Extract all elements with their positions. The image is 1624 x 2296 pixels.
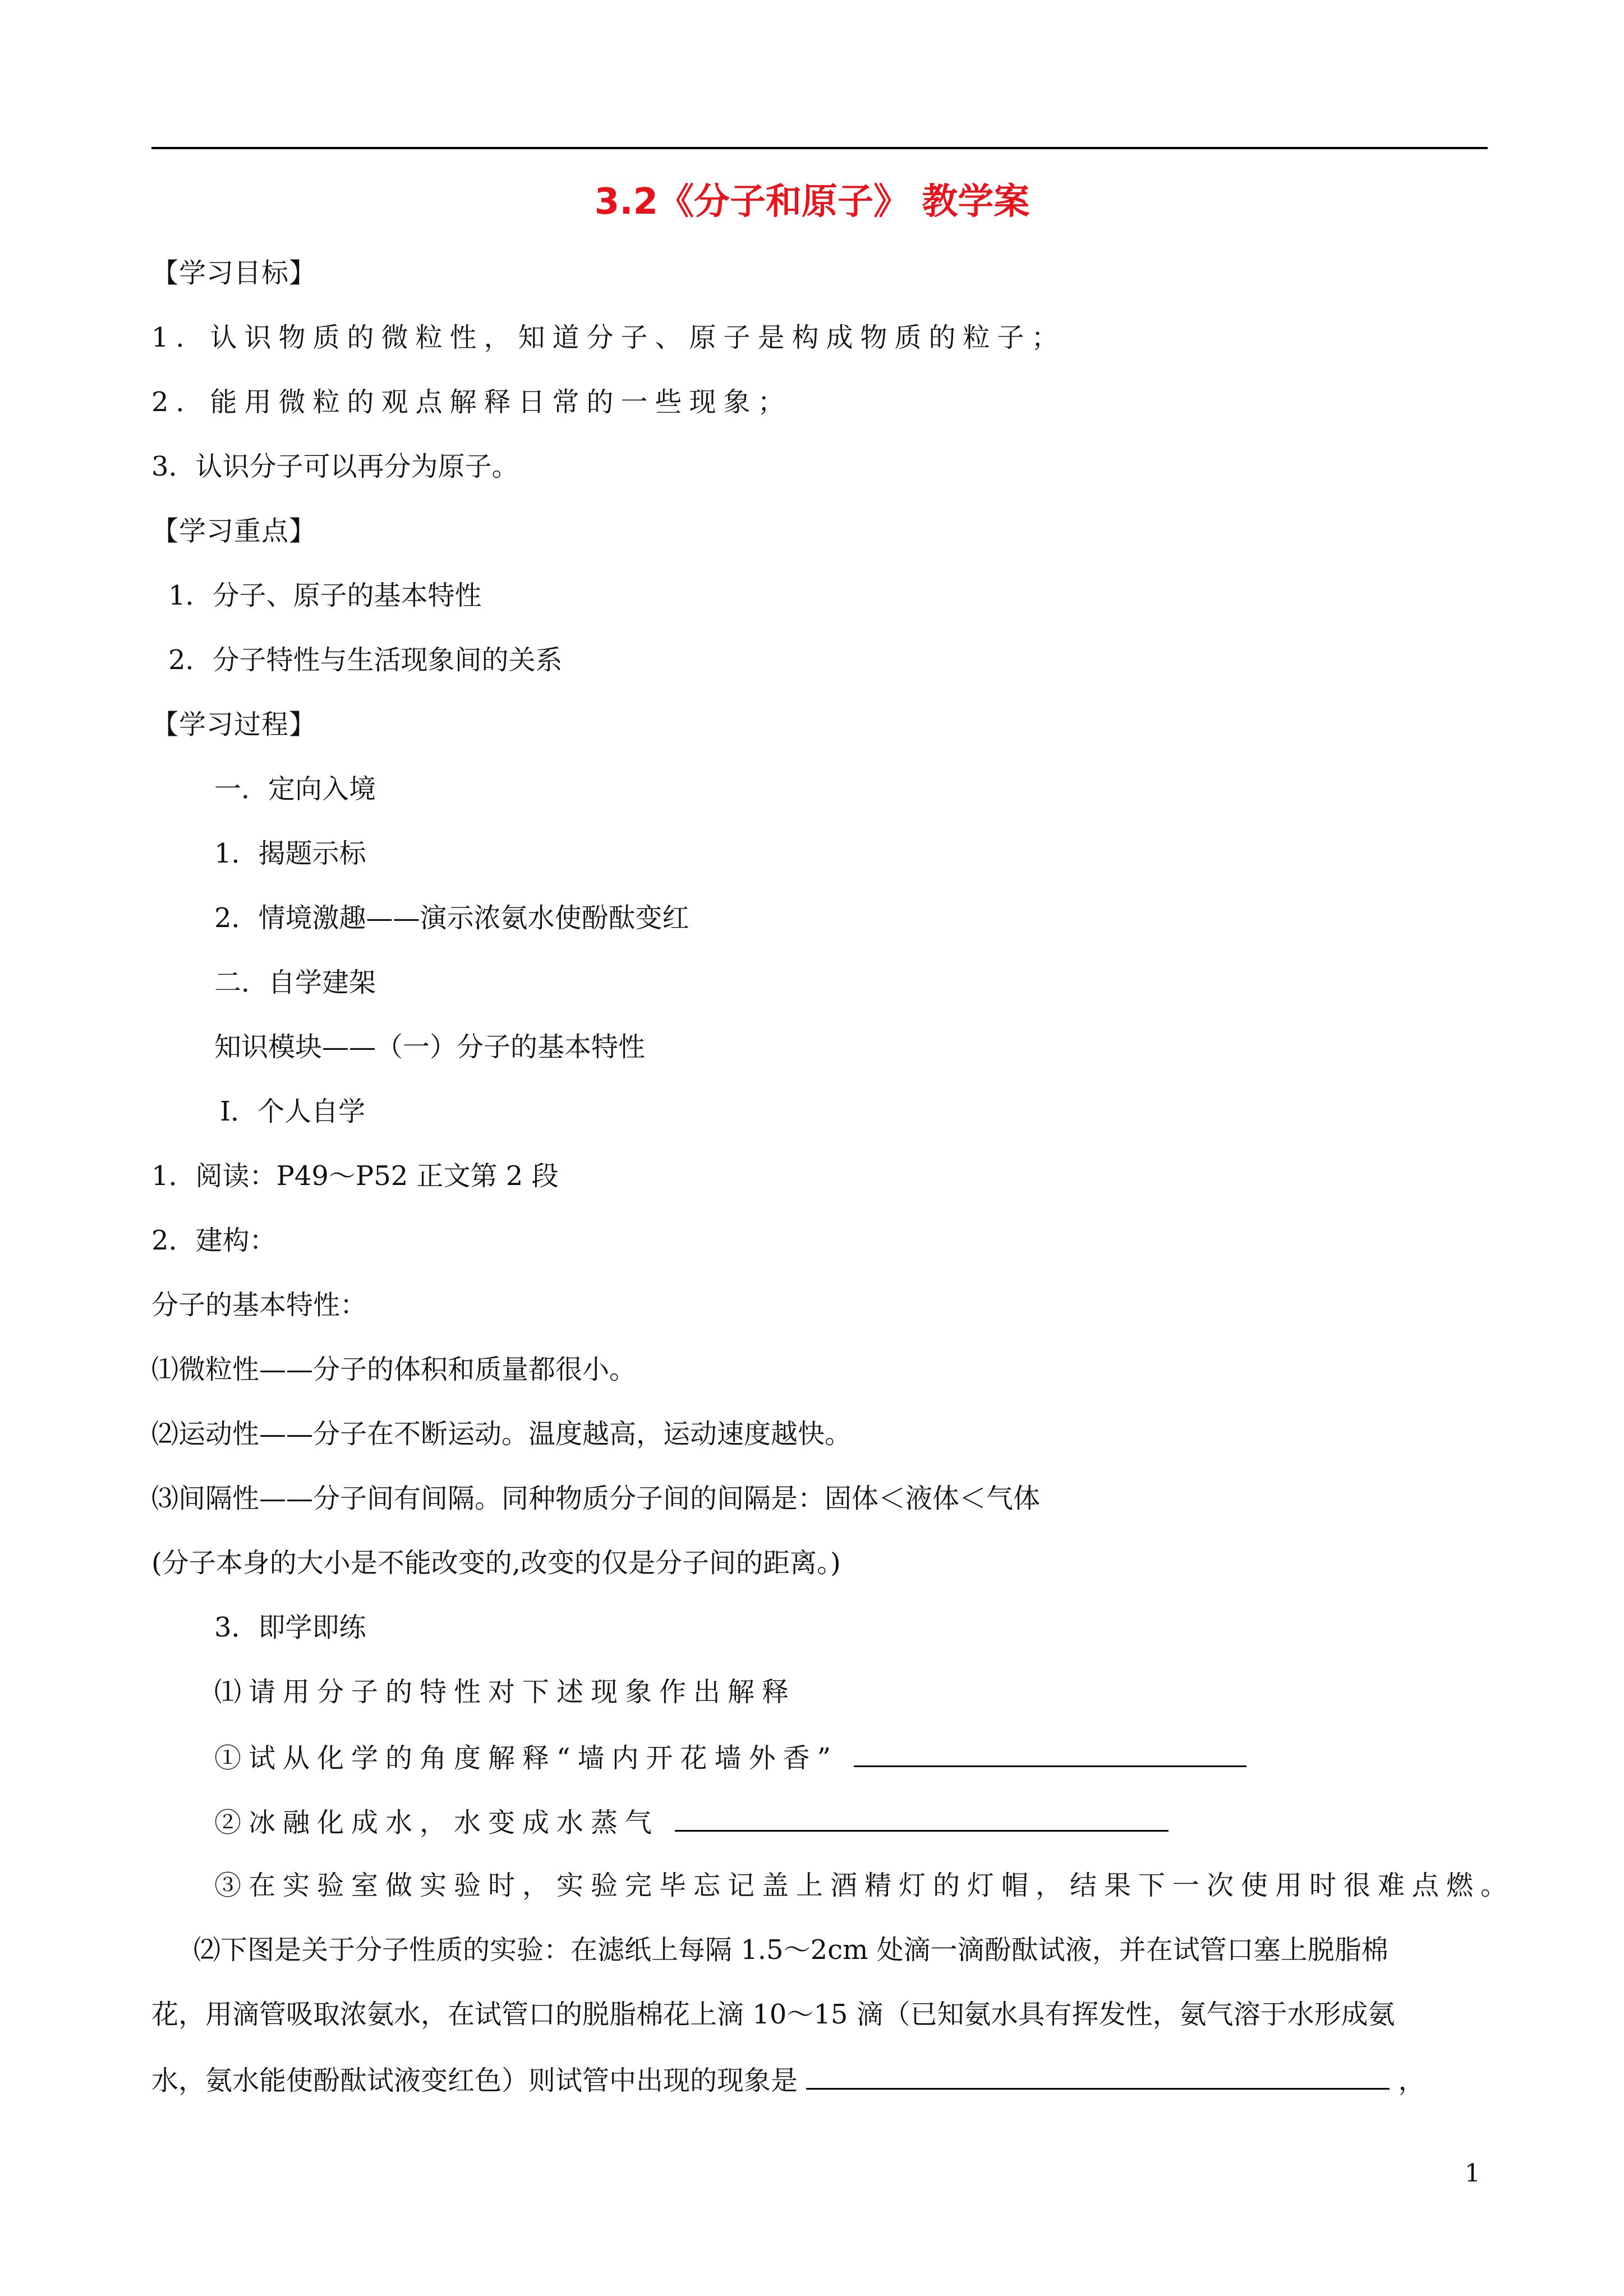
page-title: 3.2《分子和原子》 教学案 (594, 181, 1030, 223)
reading-line: 1．阅读：P49～P52 正文第 2 段 (151, 1160, 559, 1192)
feature-1: ⑴微粒性——分子的体积和质量都很小。 (151, 1354, 637, 1385)
answer-blank-1[interactable] (854, 1739, 1246, 1767)
process-step-5: 知识模块——（一）分子的基本特性 (214, 1031, 646, 1063)
process-heading: 【学习过程】 (151, 709, 317, 740)
process-step-6: Ⅰ．个人自学 (220, 1096, 365, 1127)
key-heading: 【学习重点】 (151, 515, 317, 547)
feature-2: ⑵运动性——分子在不断运动。温度越高，运动速度越快。 (151, 1418, 852, 1450)
goal-item-1: 1．认识物质的微粒性，知道分子、原子是构成物质的粒子； (151, 322, 1066, 353)
answer-blank-2[interactable] (675, 1803, 1168, 1832)
process-step-4: 二．自学建架 (214, 967, 376, 998)
process-step-1: 一．定向入境 (214, 773, 376, 805)
key-item-1: 1．分子、原子的基本特性 (168, 580, 482, 611)
question-1-item-1 (214, 1739, 1246, 1776)
header-rule (151, 147, 1488, 149)
question-2-line-3-text: 水，氨水能使酚酞试液变红色）则试管中出现的现象是 (151, 2065, 798, 2096)
question-1-item-2-text: ②冰融化成水，水变成水蒸气 (214, 1807, 660, 1838)
question-1-item-1-text: ①试从化学的角度解释“墙内开花墙外香” (214, 1742, 839, 1774)
process-step-2: 1．揭题示标 (214, 838, 366, 869)
question-2-tail: ， (1398, 2065, 1425, 2096)
construct-line: 2．建构： (151, 1225, 277, 1256)
question-1-intro: ⑴请用分子的特性对下述现象作出解释 (214, 1676, 797, 1708)
practice-heading: 3．即学即练 (214, 1612, 366, 1643)
goal-item-2: 2．能用微粒的观点解释日常的一些现象； (151, 386, 792, 418)
page-number: 1 (1465, 2159, 1480, 2188)
goal-heading: 【学习目标】 (151, 257, 317, 289)
process-step-3: 2．情境激趣——演示浓氨水使酚酞变红 (214, 902, 689, 934)
features-heading: 分子的基本特性： (151, 1289, 367, 1321)
goal-item-3: 3．认识分子可以再分为原子。 (151, 451, 519, 482)
answer-blank-3[interactable] (806, 2061, 1390, 2090)
question-2-line-3 (151, 2061, 1425, 2099)
question-1-item-3: ③在实验室做实验时，实验完毕忘记盖上酒精灯的灯帽，结果下一次使用时很难点燃。 (214, 1870, 1515, 1901)
feature-3: ⑶间隔性——分子间有间隔。同种物质分子间的间隔是：固体＜液体＜气体 (151, 1483, 1041, 1514)
key-item-2: 2．分子特性与生活现象间的关系 (168, 644, 563, 676)
feature-note: (分子本身的大小是不能改变的,改变的仅是分子间的距离。) (151, 1547, 841, 1579)
question-1-item-2 (214, 1803, 1168, 1841)
question-2-line-2: 花，用滴管吸取浓氨水，在试管口的脱脂棉花上滴 10～15 滴（已知氨水具有挥发性，氨气溶于水形成氨 (151, 1999, 1395, 2030)
question-2-line-1: ⑵下图是关于分子性质的实验：在滤纸上每隔 1.5～2cm 处滴一滴酚酞试液，并在试管口塞上脱脂棉 (194, 1934, 1388, 1966)
